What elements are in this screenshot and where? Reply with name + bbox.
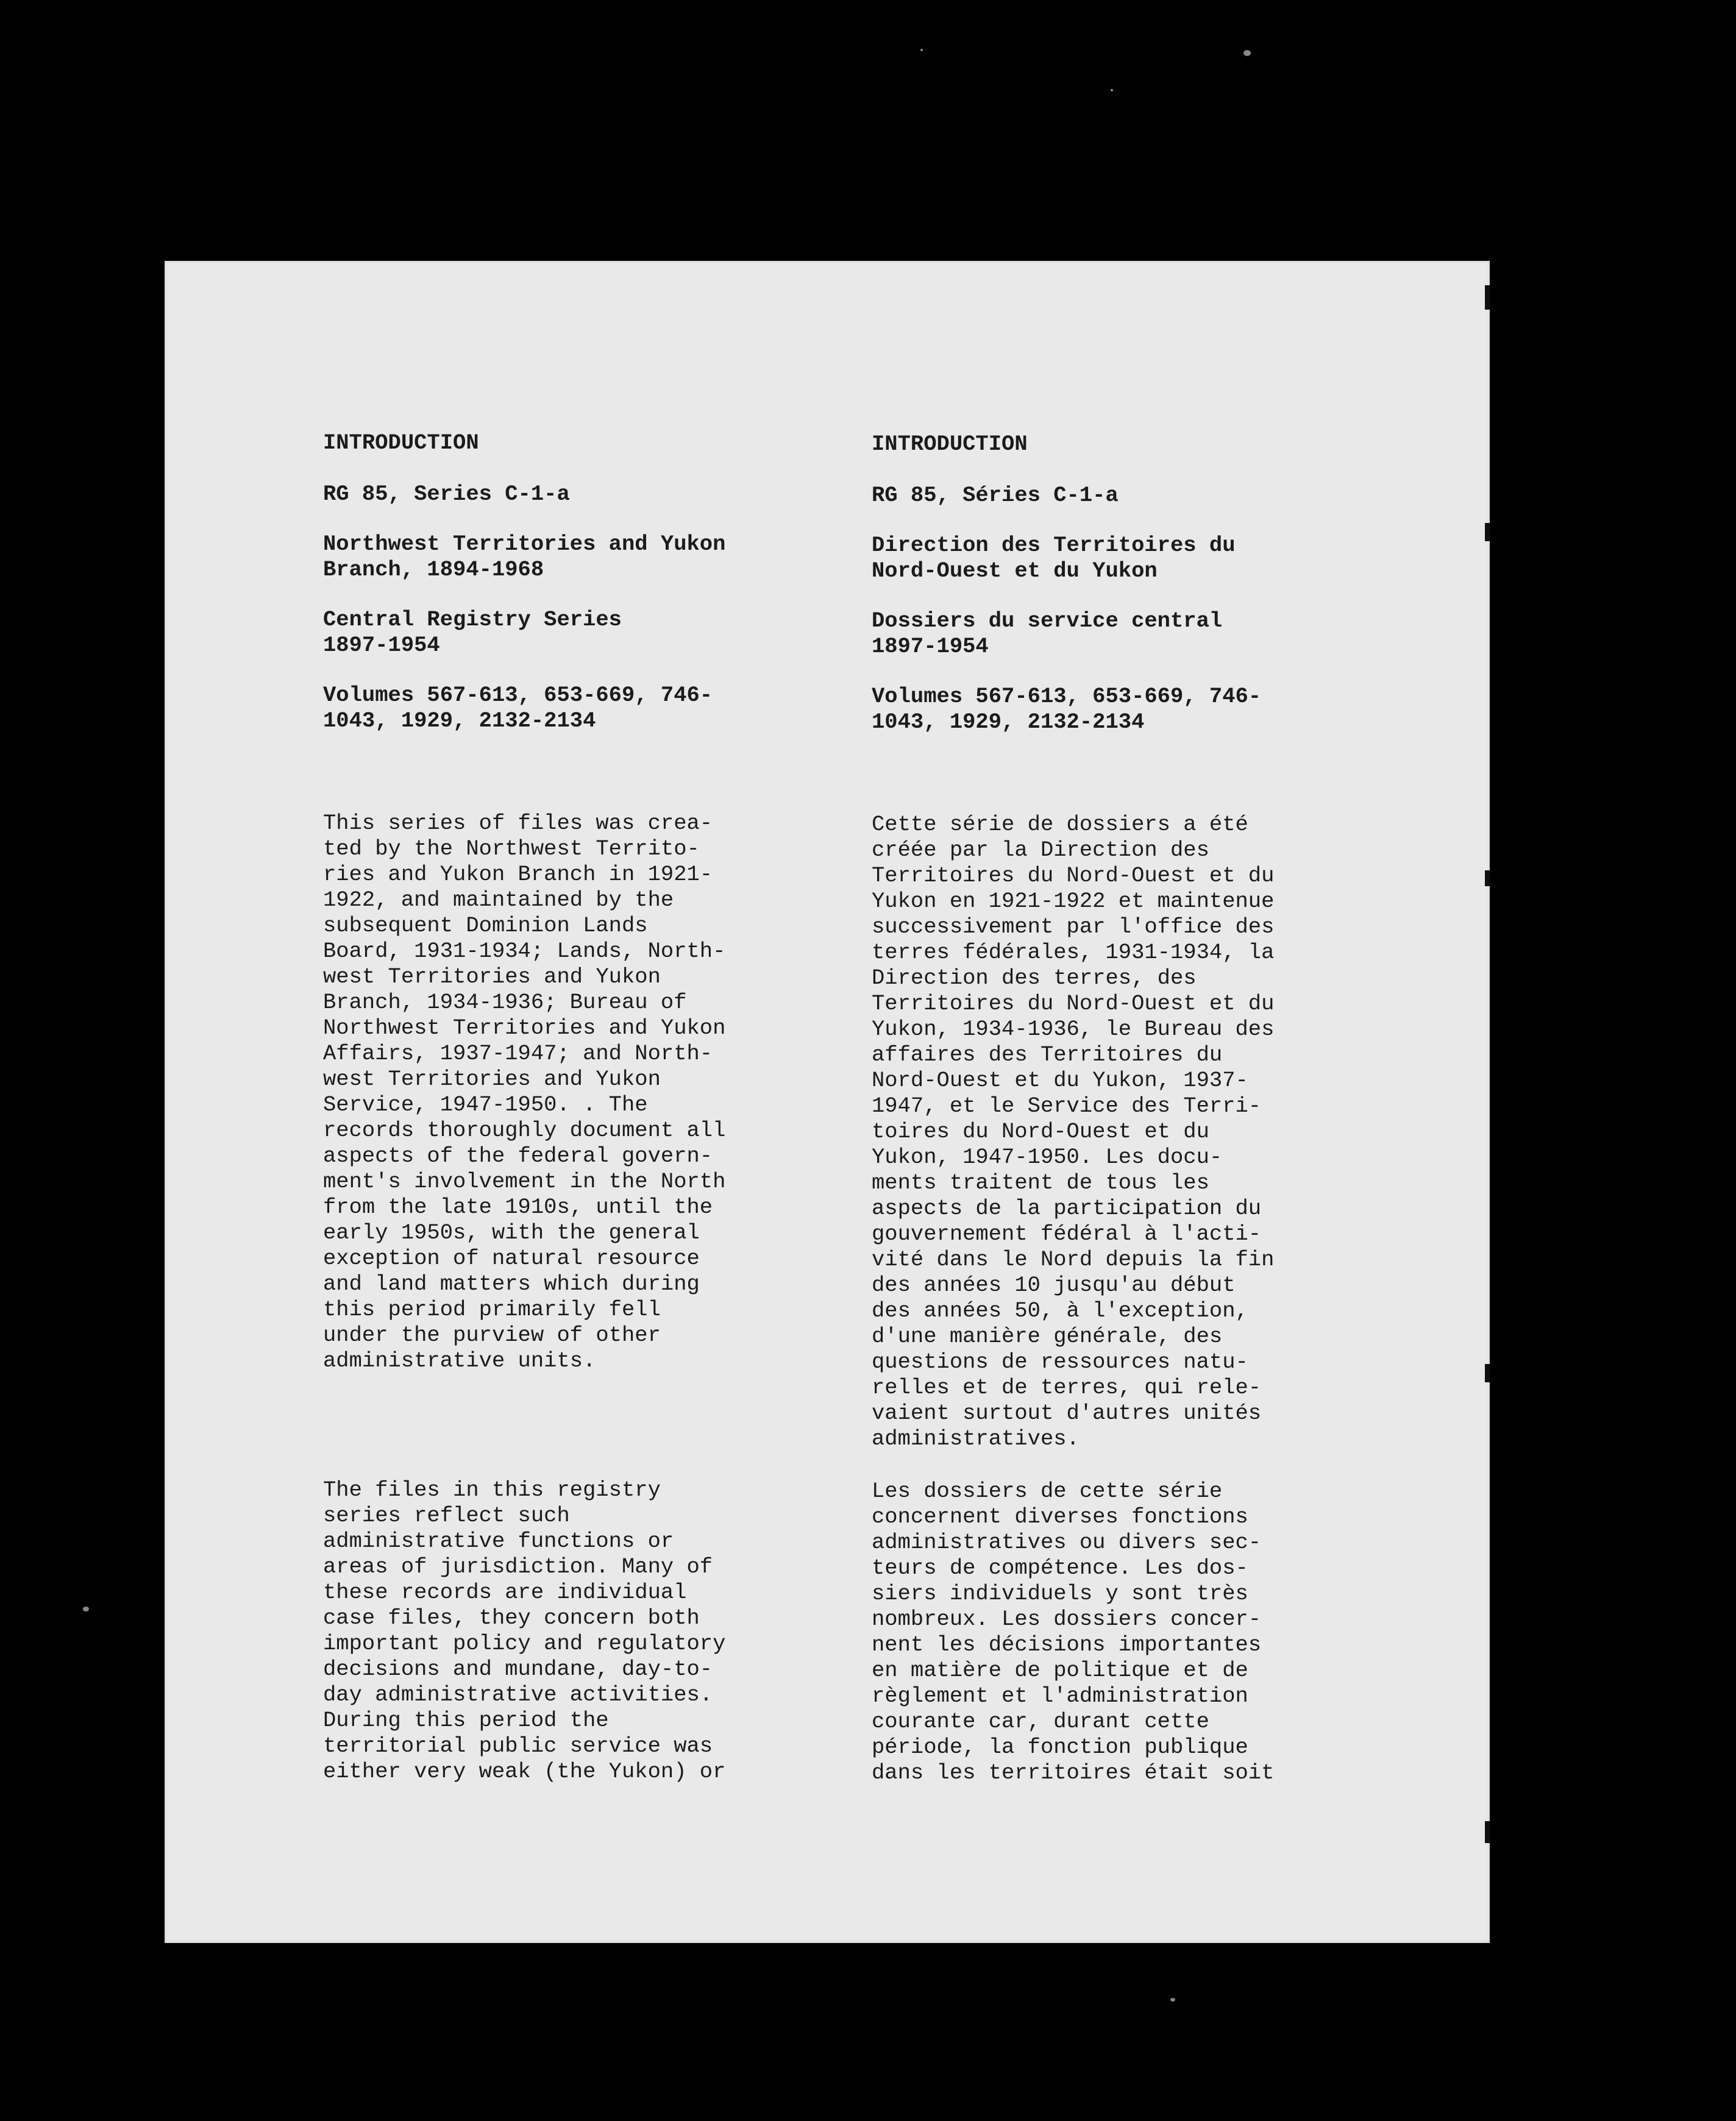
paragraph-one: This series of files was crea- ted by the Northwest Territo- ries and Yukon Branch in 1921- 1922, and maintained by the subsequent Dominion Lands Board, 1931-1934; Lands, North- west Territories and Yukon Branch, 1934-1936; Bureau of Northwest Territories and Yukon Affairs, 1937-1947; and North- west Territories and Yukon Service, 1947-1950. . The records thoroughly document all aspects of the federal govern- ment's involvement in the North from the late 1910s, until the early 1950s, with the general exception of natural resource and land matters which during this period primarily fell under the purview of other administrative units. (323, 811, 726, 1373)
registry-heading: Central Registry Series 1897-1954 (323, 607, 622, 658)
paragraph-one: Cette série de dossiers a été créée par la Direction des Territoires du Nord-Ouest et du Yukon en 1921-1922 et maintenue successivement par l'office des terres fédérales, 1931-1934, la Direction des terres, des Territoires du Nord-Ouest et du Yukon, 1934-1936, le Bureau des affaires des Territoires du Nord-Ouest et du Yukon, 1937- 1947, et le Service des Terri- toires du Nord-Ouest et du Yukon, 1947-1950. Les docu- ments traitent de tous les aspects de la participation du gouvernement fédéral à l'acti- vité dans le Nord depuis la fin des années 10 jusqu'au début des années 50, à l'exception, d'une manière générale, des questions de ressources natu- relles et de terres, qui rele- vaient surtout d'autres unités administratives. (872, 812, 1275, 1451)
intro-heading: INTRODUCTION (872, 432, 1028, 457)
edge-mark (1485, 870, 1490, 886)
edge-mark (1485, 523, 1490, 541)
intro-heading: INTRODUCTION (323, 430, 479, 455)
series-heading: RG 85, Séries C-1-a (872, 483, 1119, 508)
branch-heading: Northwest Territories and Yukon Branch, 1894-1968 (323, 531, 726, 582)
dust-speck (83, 1607, 89, 1611)
series-heading: RG 85, Series C-1-a (323, 481, 570, 506)
branch-heading: Direction des Territoires du Nord-Ouest et du Yukon (872, 533, 1236, 583)
paragraph-two: The files in this registry series reflect such administrative functions or areas of jurisdiction. Many of these records are individual case files, they concern both important policy and regulatory decisions and mundane, day-to- day administrative activities. During this period the territorial public service was either very weak (the Yukon) or (323, 1477, 726, 1784)
edge-mark (1485, 1821, 1490, 1843)
registry-heading: Dossiers du service central 1897-1954 (872, 608, 1223, 659)
scanned-page (165, 261, 1490, 1943)
dust-speck (920, 49, 923, 51)
volumes-heading: Volumes 567-613, 653-669, 746- 1043, 1929, 2132-2134 (323, 683, 713, 733)
volumes-heading: Volumes 567-613, 653-669, 746- 1043, 1929, 2132-2134 (872, 684, 1262, 734)
edge-mark (1485, 1364, 1490, 1382)
edge-mark (1485, 285, 1490, 310)
dust-speck (1243, 50, 1251, 56)
dust-speck (1170, 1998, 1175, 2002)
paragraph-two: Les dossiers de cette série concernent diverses fonctions administratives ou divers sec- teurs de compétence. Les dos- siers individuels y sont très nombreux. Les dossiers concer- nent les décisions importantes en matière de politique et de règlement et l'administration courante car, durant cette période, la fonction publique dans les territoires était soit (872, 1479, 1275, 1785)
dust-speck (1111, 89, 1113, 91)
